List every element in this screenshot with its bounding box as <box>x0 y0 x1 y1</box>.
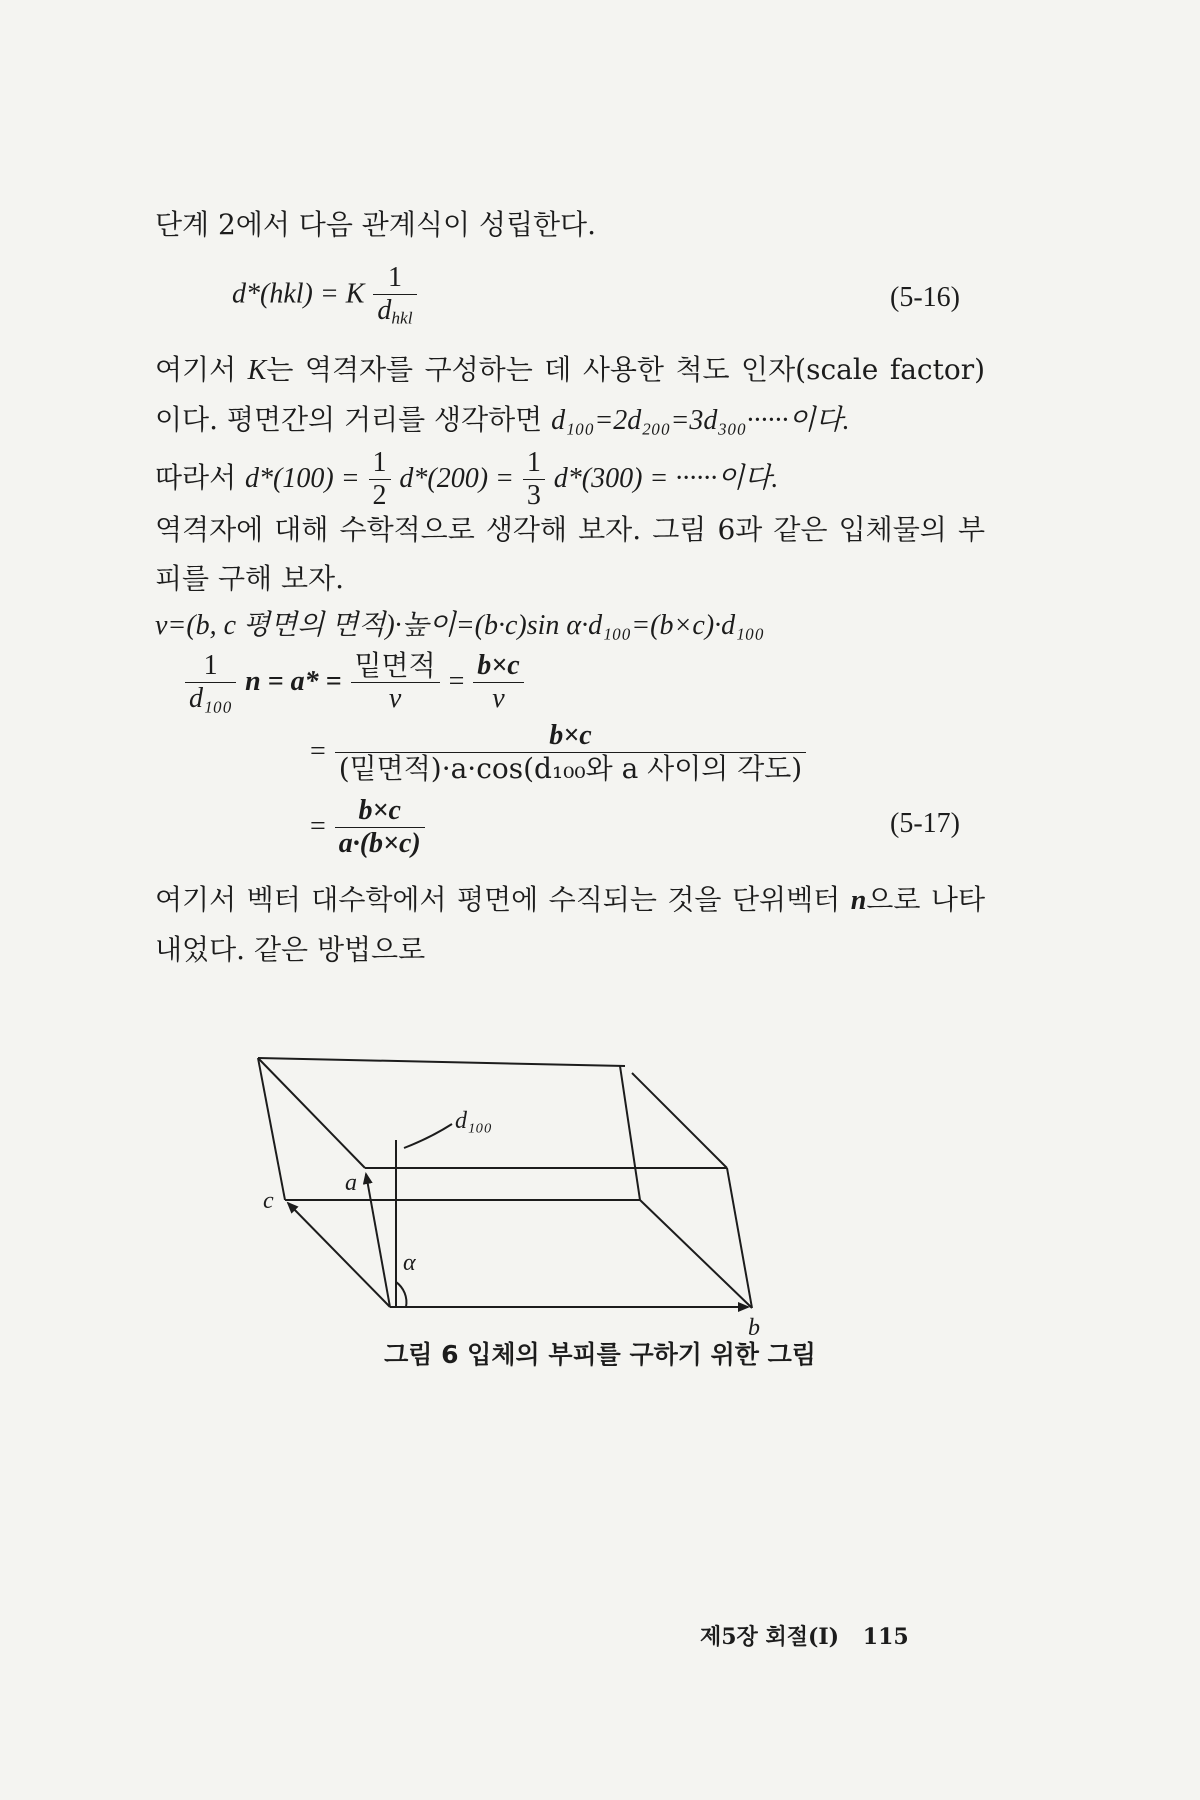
eq-l3-num: b×c <box>335 795 425 828</box>
eq-n-frac1-num: 밑면적 <box>351 650 440 683</box>
p4-text-a: 여기서 벡터 대수학에서 평면에 수직되는 것을 단위벡터 <box>155 883 851 916</box>
top-right-edge <box>632 1073 727 1168</box>
angle-arc <box>396 1282 406 1307</box>
equation-volume: v=(b, c 평면의 면적)·높이=(b·c)sin α·d₁₀₀=(b×c)·d₁₀₀ <box>155 610 765 641</box>
eq-n-frac2-den: v <box>492 683 505 715</box>
paragraph-1: 단계 2에서 다음 관계식이 성립한다. <box>155 208 596 241</box>
p2-d300: d*(300) = ······이다. <box>553 463 779 495</box>
footer-page-number: 115 <box>862 1624 909 1650</box>
top-left-edge <box>258 1058 365 1168</box>
frac-half-den: 2 <box>372 480 387 512</box>
eq-n-num: 1 <box>185 650 236 683</box>
label-a: a <box>345 1170 357 1196</box>
eq-n-mid: n = a* = <box>245 666 342 698</box>
p2-text-a: 여기서 <box>155 353 248 386</box>
p2-text-b: 는 역격자를 구성하는 데 사용한 척도 인자(scale factor)이다. 평면간의 거리를 생각하면 <box>155 353 985 436</box>
eq-l3-equals: = <box>310 811 326 843</box>
eq-n-frac1-den: v <box>388 683 402 715</box>
paragraph-3: 역격자에 대해 수학적으로 생각해 보자. 그림 6과 같은 입체물의 부피를 구해 보자. <box>155 513 985 595</box>
eq16-numerator: 1 <box>373 262 416 295</box>
p2-text-c: 따라서 <box>155 461 246 495</box>
eq16-lhs: d*(hkl) = K <box>232 278 365 310</box>
eq-n-equals: = <box>448 666 465 698</box>
label-c: c <box>263 1188 274 1214</box>
top-back-edge <box>258 1058 625 1066</box>
eq16-denominator: d <box>377 295 392 327</box>
page-footer <box>700 1620 909 1651</box>
p2-symbol-K: K <box>247 355 267 386</box>
right-back-vertical <box>620 1066 640 1200</box>
p4-text-b: 으로 나타내었다. 같은 방법으로 <box>155 883 985 966</box>
eq-l2-den: (밑면적)·a·cos(d₁₀₀와 a 사이의 각도) <box>338 752 803 786</box>
label-b: b <box>748 1315 760 1341</box>
p2-d100: d*(100) = <box>245 463 360 495</box>
equation-number-5-17: (5-17) <box>890 808 960 839</box>
figure-caption: 그림 6 입체의 부피를 구하기 위한 그림 <box>384 1340 816 1369</box>
label-d100: d₁₀₀ <box>455 1108 493 1134</box>
footer-chapter: 제5장 회절(Ⅰ) <box>700 1624 840 1650</box>
frac-third-den: 3 <box>526 480 541 512</box>
p2-spacing-relation: d₁₀₀=2d₂₀₀=3d₃₀₀······이다. <box>551 405 850 436</box>
eq-l2-num: b×c <box>335 720 807 753</box>
frac-half-num: 1 <box>369 447 391 480</box>
equation-number-5-16: (5-16) <box>890 282 960 313</box>
frac-third-num: 1 <box>523 447 545 480</box>
p4-symbol-n: n <box>850 885 867 916</box>
label-alpha: α <box>403 1250 416 1276</box>
eq-n-frac2-num: b×c <box>473 650 523 683</box>
d100-leader <box>404 1124 452 1148</box>
eq-n-den: d₁₀₀ <box>189 683 233 715</box>
eq-l3-den: a·(b×c) <box>338 828 421 860</box>
p2-d200: d*(200) = <box>399 463 514 495</box>
eq16-denominator-sub: hkl <box>391 308 413 328</box>
eq-l2-equals: = <box>310 736 326 768</box>
left-back-vertical <box>258 1058 285 1200</box>
